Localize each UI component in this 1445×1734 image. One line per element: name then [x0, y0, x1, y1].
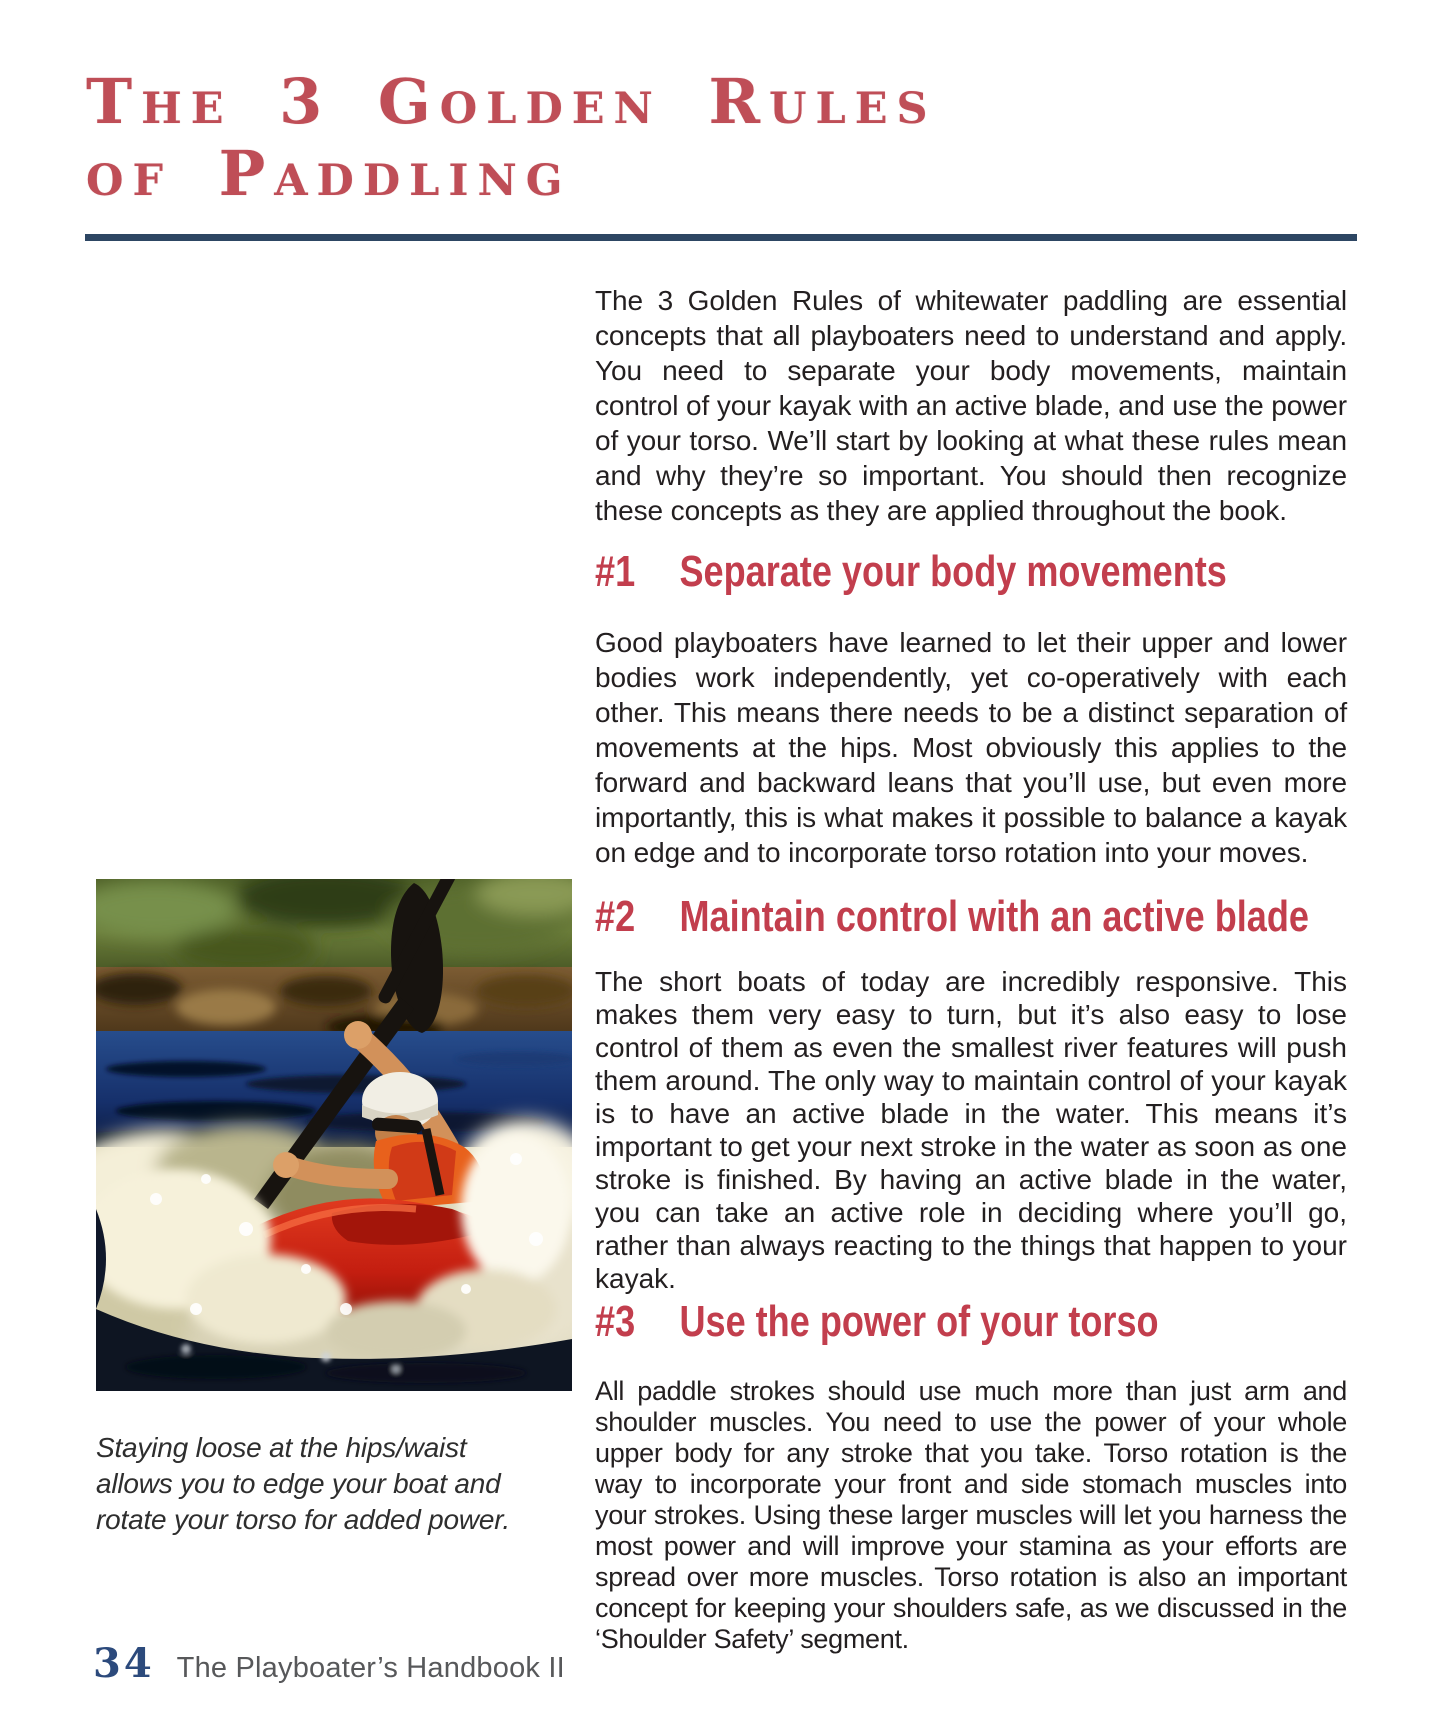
rule-2-heading	[595, 893, 1375, 941]
kayaker-photo	[96, 879, 572, 1391]
rule-2-number: #2	[595, 892, 636, 941]
rule-1-heading	[595, 548, 1375, 596]
rule-2-paragraph: The short boats of today are incredibly responsive. This makes them very easy to turn, but it’s also easy to lose control of them as even the smallest river features will push them around. The only way to maintain control of your kayak is to have an active blade in the water. This means it’s important to get your next stroke in the water as soon as one stroke is finished. By having an active blade in the water, you can take an active role in deciding where you’ll go, rather than always reacting to the things that happen to your kayak.	[595, 966, 1347, 1294]
page-title-line2: of Paddling	[86, 137, 572, 210]
title-underline-rule	[85, 234, 1357, 241]
rule-2-title: Maintain control with an active blade	[679, 892, 1309, 941]
rule-3-paragraph: All paddle strokes should use much more than just arm and shoulder muscles. You need to use the power of your whole upper body for any stroke that you take. Torso rotation is the way to incorporate your front and side stomach muscles into your strokes. Using these larger muscles will let you harness the most power and will improve your stamina as your efforts are spread over more muscles. Torso rotation is also an important concept for keeping your shoulders safe, as we discussed in the ‘Shoulder Safety’ segment.	[595, 1376, 1347, 1654]
page-footer	[93, 1640, 565, 1687]
rule-3-number: #3	[595, 1297, 636, 1346]
page-title	[86, 66, 937, 210]
photo-caption: Staying loose at the hips/waist allows you to edge your boat and rotate your torso for added power.	[96, 1432, 510, 1535]
intro-paragraph: The 3 Golden Rules of whitewater paddling are essential concepts that all playboaters need to understand and apply. You need to separate your body movements, maintain control of your kayak with an active blade, and use the power of your torso. We’ll start by looking at what these rules mean and why they’re so important. You should then recognize these concepts as they are applied throughout the book.	[595, 285, 1347, 526]
rule-3-heading	[595, 1298, 1375, 1346]
rule-3-title: Use the power of your torso	[679, 1297, 1159, 1346]
rule-1-number: #1	[595, 547, 636, 596]
page-title-line1: The 3 Golden Rules	[86, 65, 937, 138]
rule-1-title: Separate your body movements	[679, 547, 1227, 596]
book-title: The Playboater’s Handbook II	[176, 1652, 565, 1684]
rule-1-paragraph: Good playboaters have learned to let their upper and lower bodies work independently, yet co-operatively with each other. This means there needs to be a distinct separation of movements at the hips. Most obviously this applies to the forward and backward leans that you’ll use, but even more importantly, this is what makes it possible to balance a kayak on edge and to incorporate torso rotation into your moves.	[595, 627, 1347, 868]
page-number: 34	[93, 1640, 155, 1687]
